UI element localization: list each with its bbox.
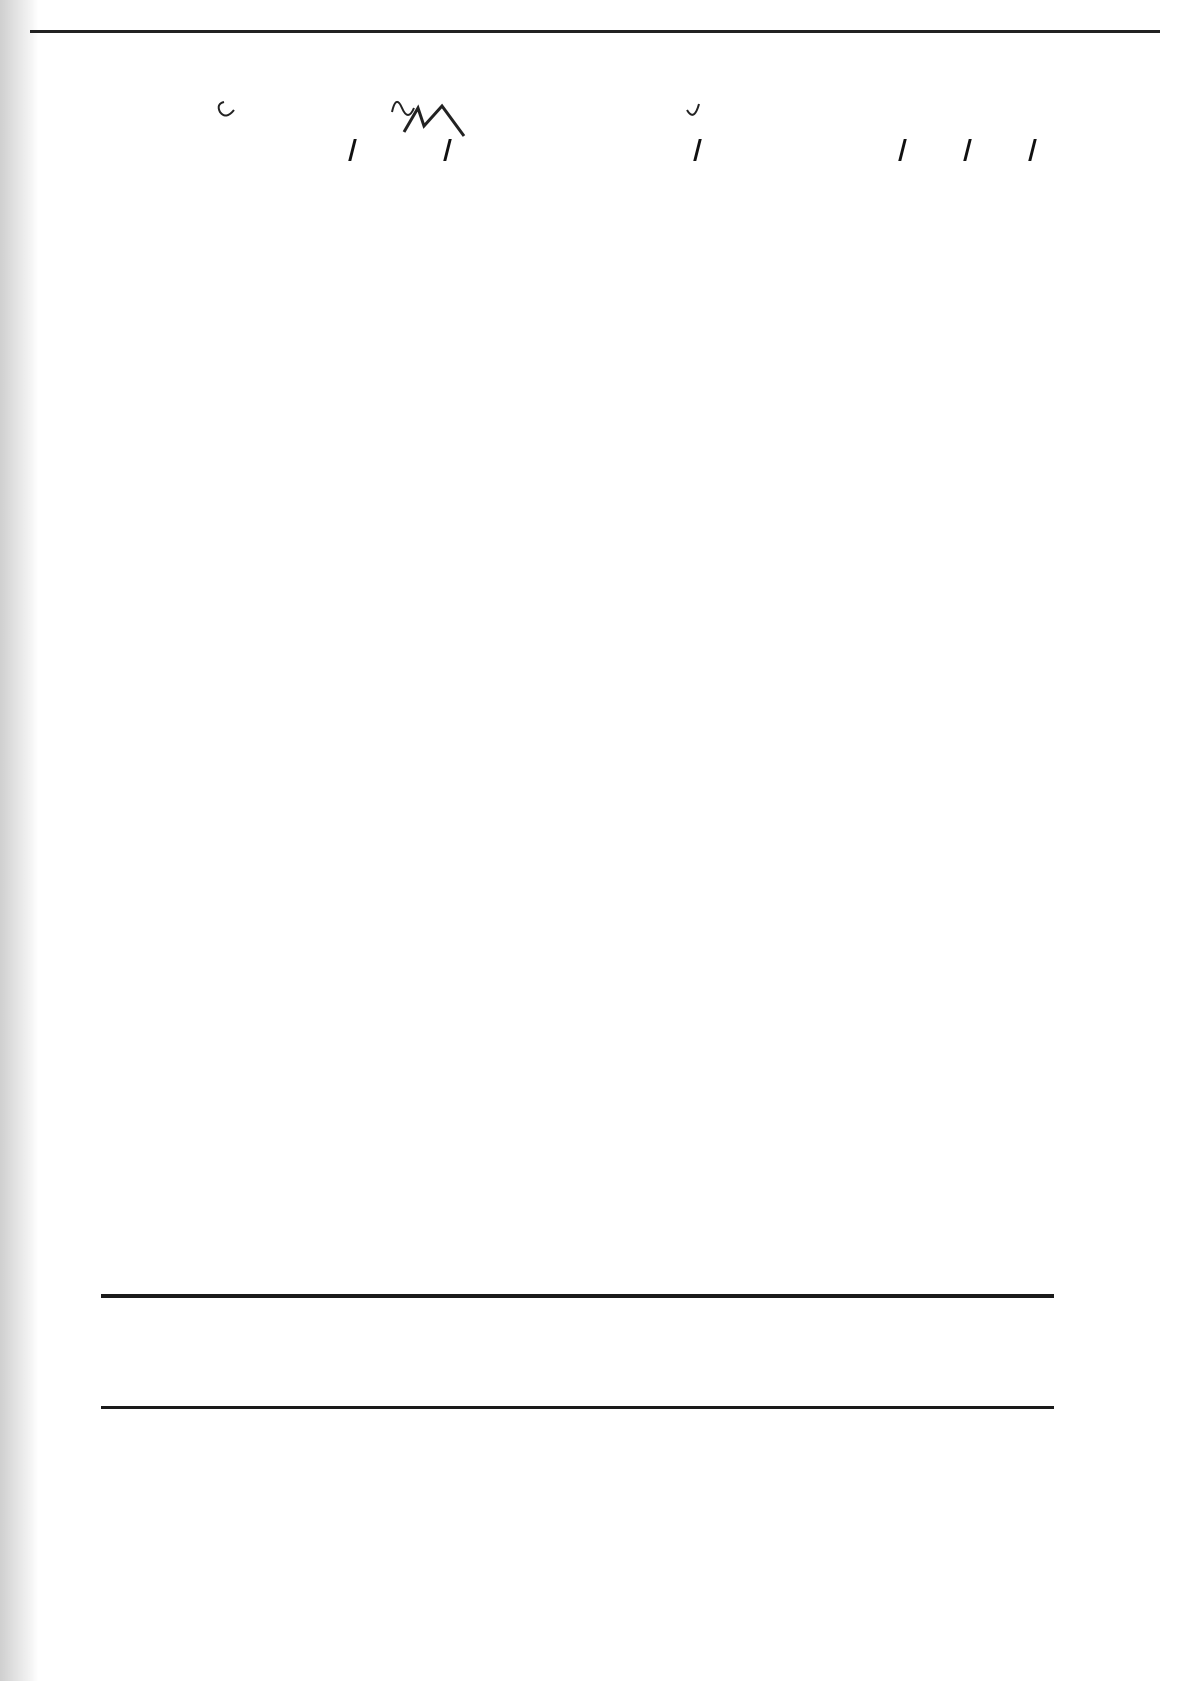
cell-name xyxy=(529,1078,829,1110)
cell-id xyxy=(922,560,982,592)
cell-name xyxy=(529,905,829,937)
cell-code xyxy=(854,992,909,1024)
cell-name xyxy=(529,1035,829,1067)
cell-no xyxy=(994,862,1044,894)
cell-name xyxy=(529,689,829,721)
cell-place xyxy=(119,992,379,1024)
cell-id xyxy=(922,214,982,246)
cell-id xyxy=(922,905,982,937)
cell-id xyxy=(922,1035,982,1067)
cell-id xyxy=(922,603,982,635)
cell-id xyxy=(922,819,982,851)
cell-id xyxy=(922,344,982,376)
col-header-score xyxy=(424,1305,504,1399)
cell-score xyxy=(412,819,482,851)
page-number xyxy=(579,1535,619,1563)
table-row xyxy=(101,1074,1054,1114)
cell-place xyxy=(119,689,379,721)
cell-code xyxy=(854,1251,909,1283)
cell-score xyxy=(412,1121,482,1153)
table-row xyxy=(101,599,1054,639)
cell-name xyxy=(529,473,829,505)
cell-score xyxy=(412,1251,482,1283)
cell-score xyxy=(412,603,482,635)
table-row xyxy=(101,858,1054,898)
cell-place xyxy=(119,473,379,505)
page-heading xyxy=(109,1425,1039,1521)
cell-score xyxy=(412,646,482,678)
cell-code xyxy=(854,1035,909,1067)
cell-no xyxy=(994,819,1044,851)
cell-id xyxy=(922,1165,982,1197)
cell-id xyxy=(922,689,982,721)
cell-id xyxy=(922,646,982,678)
cell-code xyxy=(854,905,909,937)
cell-name xyxy=(529,776,829,808)
cell-score xyxy=(412,689,482,721)
cell-no xyxy=(994,689,1044,721)
table-row xyxy=(101,297,1054,337)
cell-score xyxy=(412,905,482,937)
cell-name xyxy=(529,1165,829,1197)
cell-code xyxy=(854,1208,909,1240)
col-header-id xyxy=(799,1305,989,1399)
cell-name xyxy=(529,301,829,333)
table-row xyxy=(101,729,1054,769)
cell-place xyxy=(119,1121,379,1153)
col-header-no xyxy=(999,1305,1044,1399)
table-row xyxy=(101,469,1054,509)
cell-code xyxy=(854,560,909,592)
cell-no xyxy=(994,1251,1044,1283)
cell-place xyxy=(119,1165,379,1197)
cell-name xyxy=(529,603,829,635)
cell-id xyxy=(922,301,982,333)
cell-no xyxy=(994,646,1044,678)
cell-no xyxy=(994,560,1044,592)
table-row xyxy=(101,1161,1054,1201)
col-header-place xyxy=(129,1305,389,1399)
cell-code xyxy=(854,387,909,419)
cell-name xyxy=(529,1251,829,1283)
cell-place xyxy=(119,1208,379,1240)
table-row xyxy=(101,901,1054,941)
cell-name xyxy=(529,257,829,289)
cell-no xyxy=(994,1208,1044,1240)
table-row xyxy=(101,772,1054,812)
cell-code xyxy=(854,430,909,462)
cell-place xyxy=(119,949,379,981)
cell-id xyxy=(922,257,982,289)
cell-place xyxy=(119,344,379,376)
cell-score xyxy=(412,1078,482,1110)
cell-name xyxy=(529,560,829,592)
cell-name xyxy=(529,1121,829,1153)
cell-id xyxy=(922,1078,982,1110)
cell-code xyxy=(854,344,909,376)
cell-code xyxy=(854,301,909,333)
cell-score xyxy=(412,257,482,289)
cell-no xyxy=(994,344,1044,376)
table-row xyxy=(101,340,1054,380)
cell-code xyxy=(854,776,909,808)
cell-name xyxy=(529,992,829,1024)
cell-no xyxy=(994,1165,1044,1197)
cell-place xyxy=(119,301,379,333)
cell-no xyxy=(994,517,1044,549)
cell-score xyxy=(412,992,482,1024)
cell-score xyxy=(412,387,482,419)
cell-no xyxy=(994,776,1044,808)
cell-code xyxy=(854,603,909,635)
cell-score xyxy=(412,560,482,592)
cell-place xyxy=(119,646,379,678)
cell-code xyxy=(854,473,909,505)
cell-score xyxy=(412,214,482,246)
cell-score xyxy=(412,1035,482,1067)
cell-id xyxy=(922,430,982,462)
cell-id xyxy=(922,949,982,981)
table-row xyxy=(101,426,1054,466)
cell-code xyxy=(854,949,909,981)
cell-name xyxy=(529,214,829,246)
cell-name xyxy=(529,949,829,981)
cell-place xyxy=(119,387,379,419)
cell-code xyxy=(854,819,909,851)
cell-score xyxy=(412,949,482,981)
cell-id xyxy=(922,862,982,894)
cell-code xyxy=(854,862,909,894)
cell-place xyxy=(119,560,379,592)
cell-place xyxy=(119,430,379,462)
cell-no xyxy=(994,733,1044,765)
cell-place xyxy=(119,819,379,851)
cell-score xyxy=(412,862,482,894)
table-row xyxy=(101,945,1054,985)
cell-score xyxy=(412,517,482,549)
cell-place xyxy=(119,257,379,289)
cell-code xyxy=(854,689,909,721)
cell-id xyxy=(922,473,982,505)
cell-no xyxy=(994,949,1044,981)
table-row xyxy=(101,815,1054,855)
cell-id xyxy=(922,992,982,1024)
cell-name xyxy=(529,1208,829,1240)
cell-no xyxy=(994,1035,1044,1067)
cell-place xyxy=(119,1035,379,1067)
cell-id xyxy=(922,733,982,765)
cell-name xyxy=(529,733,829,765)
cell-place xyxy=(119,862,379,894)
table-row xyxy=(101,556,1054,596)
cell-no xyxy=(994,430,1044,462)
cell-code xyxy=(854,646,909,678)
cell-no xyxy=(994,1121,1044,1153)
table-row xyxy=(101,210,1054,250)
cell-place xyxy=(119,776,379,808)
cell-name xyxy=(529,430,829,462)
cell-id xyxy=(922,776,982,808)
table-row xyxy=(101,1031,1054,1071)
cell-score xyxy=(412,301,482,333)
table-row xyxy=(101,642,1054,682)
cell-score xyxy=(412,430,482,462)
col-header-name xyxy=(559,1305,759,1399)
header-rule xyxy=(101,1294,1054,1298)
cell-code xyxy=(854,517,909,549)
table-row xyxy=(101,1204,1054,1244)
cell-score xyxy=(412,1165,482,1197)
cell-score xyxy=(412,776,482,808)
cell-id xyxy=(922,1208,982,1240)
cell-place xyxy=(119,517,379,549)
cell-id xyxy=(922,517,982,549)
table-row xyxy=(101,1117,1054,1157)
cell-code xyxy=(854,1078,909,1110)
handwritten-marks-icon xyxy=(101,86,1054,146)
cell-code xyxy=(854,1165,909,1197)
cell-id xyxy=(922,1121,982,1153)
cell-code xyxy=(854,214,909,246)
cell-score xyxy=(412,733,482,765)
cell-no xyxy=(994,992,1044,1024)
cell-code xyxy=(854,1121,909,1153)
table-top-rule xyxy=(101,1406,1054,1409)
table-row xyxy=(101,513,1054,553)
cell-id xyxy=(922,387,982,419)
cell-name xyxy=(529,344,829,376)
cell-place xyxy=(119,1251,379,1283)
cell-place xyxy=(119,603,379,635)
cell-score xyxy=(412,473,482,505)
cell-no xyxy=(994,905,1044,937)
cell-place xyxy=(119,214,379,246)
cell-no xyxy=(994,214,1044,246)
table-row xyxy=(101,685,1054,725)
cell-no xyxy=(994,1078,1044,1110)
table-row xyxy=(101,1247,1054,1287)
cell-code xyxy=(854,733,909,765)
cell-code xyxy=(854,257,909,289)
cell-no xyxy=(994,301,1044,333)
cell-name xyxy=(529,517,829,549)
table-row xyxy=(101,988,1054,1028)
cell-name xyxy=(529,387,829,419)
cell-score xyxy=(412,344,482,376)
cell-no xyxy=(994,603,1044,635)
cell-score xyxy=(412,1208,482,1240)
cell-place xyxy=(119,1078,379,1110)
cell-no xyxy=(994,257,1044,289)
cell-no xyxy=(994,473,1044,505)
cell-id xyxy=(922,1251,982,1283)
cell-name xyxy=(529,862,829,894)
cell-place xyxy=(119,733,379,765)
table-row xyxy=(101,383,1054,423)
table-row xyxy=(101,253,1054,293)
cell-name xyxy=(529,819,829,851)
cell-place xyxy=(119,905,379,937)
cell-name xyxy=(529,646,829,678)
cell-no xyxy=(994,387,1044,419)
